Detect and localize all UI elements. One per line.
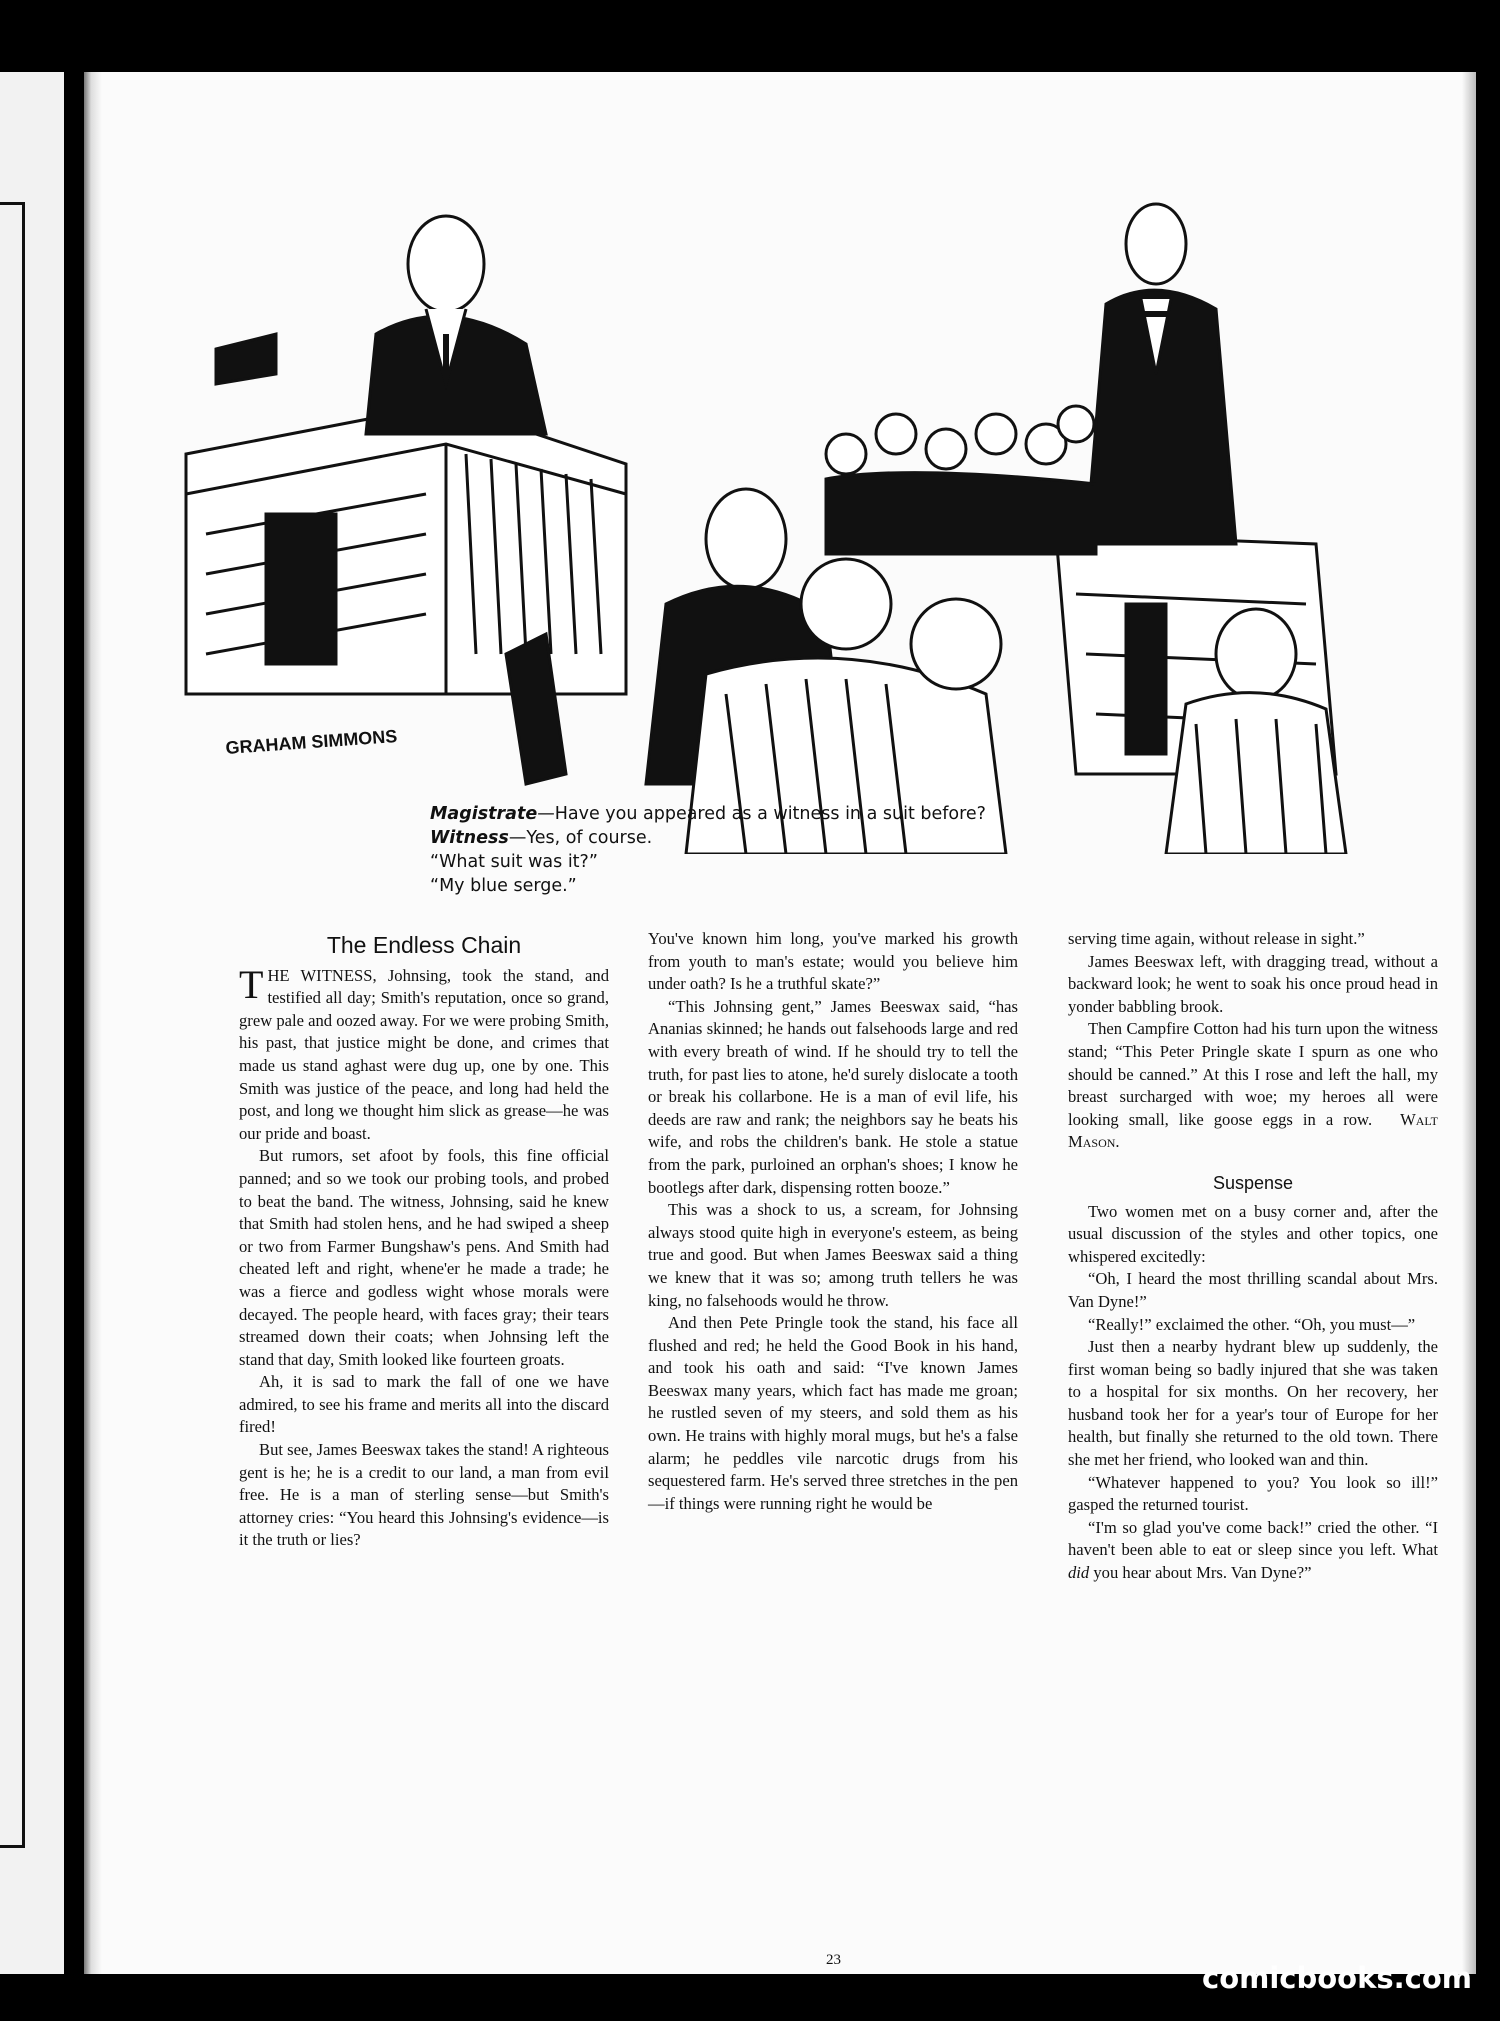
suspense-p6-emphasis: did [1068,1563,1090,1583]
page-number: 23 [826,1952,841,1968]
caption-text-2: —Yes, of course. [508,828,653,848]
poem-paragraph-4: But see, James Beeswax takes the stand! A righteous gent is he; he is a credit to our land, a man from evil free. He is a man of sterling sense—but Smith's attorney cries: “You heard this Johnsing's evidence—is it the truth or lies? [239,1440,609,1550]
poem-paragraph-3: Ah, it is sad to mark the fall of one we have admired, to see his frame and merits all into the discard fired! [239,1372,609,1437]
poem-title: The Endless Chain [326,932,522,958]
caption-text-1: —Have you appeared as a witness in a suit before? [537,804,986,824]
suspense-paragraph-3: “Really!” exclaimed the other. “Oh, you must—” [1088,1314,1416,1334]
poem-paragraph-10: James Beeswax left, with dragging tread, without a backward look; he went to soak his once proud head in yonder babbling brook. [1068,951,1438,1016]
poem-paragraph-2: But rumors, set afoot by fools, this fine official panned; and so we took our probing tools, and probed to beat the band. The witness, Johnsing, said he knew that Smith had stolen hens, and he had swiped a sheep or two from Farmer Bungshaw's pens. And Smith had cheated left and right, whene'er he made a trade; he was a fierce and godless wight whose morals were decayed. The people heard, with faces gray; their tears streamed down their coats; when Johnsing left the stand that day, Smith looked like fourteen groats. [239,1146,609,1369]
facing-page-edge [0,72,64,1974]
caption-line-3: “What suit was it?” [430,852,598,872]
caption-line-2 [430,826,1150,850]
artist-signature: GRAHAM SIMMONS [224,726,398,758]
text-column-3 [1068,928,1438,1585]
poem-lead: HE WITNESS [267,965,373,985]
poem-paragraph-1 [239,961,609,1146]
suspense-paragraph-2: “Oh, I heard the most thrilling scandal about Mrs. Van Dyne!” [1068,1269,1438,1311]
page-spine-shadow [84,72,102,1974]
page-right-edge [1462,72,1476,1974]
caption-line-4: “My blue serge.” [430,876,577,896]
poem-p11-text: Then Campfire Cotton had his turn upon the witness stand; “This Peter Pringle skate I spurn as one who should be canned.” At this I rose and left the hall, my breast surcharged with woe; my heroes all were looking small, like goose eggs in a row. [1068,1019,1438,1129]
suspense-paragraph-4: Just then a nearby hydrant blew up suddenly, the first woman being so badly injured that she was taken to a hospital for six months. On her recovery, her husband took her for a year's tour of Europe for her health, but finally she returned to the old town. There she met her friend, who looked wan and thin. [1068,1337,1438,1470]
poem-paragraph-9: serving time again, without release in sight.” [1068,929,1365,948]
watermark: comicbooks.com [1202,1961,1472,1995]
cartoon-caption [430,802,1150,898]
suspense-p6-a: “I'm so glad you've come back!” cried the other. “I haven't been able to eat or sleep since you left. What [1068,1517,1438,1560]
suspense-title: Suspense [1212,1172,1294,1193]
text-column-1 [239,928,609,1552]
poem-paragraph-7: This was a shock to us, a scream, for Johnsing always stood quite high in everyone's esteem, as being true and good. But when James Beeswax said a thing we knew that it was so; among truth tellers he was king, no falsehoods would he throw. [648,1200,1018,1310]
poem-paragraph-11 [1068,1018,1438,1154]
poem-paragraph-8: And then Pete Pringle took the stand, his face all flushed and red; he held the Good Book in his hand, and took his oath and said: “I've known James Beeswax many years, which fact has made me groan; he rustled seven of my steers, and sold them as his own. He trains with highly moral mugs, but he's a false alarm; he peddles vile narcotic drugs from his sequestered farm. He's served three stretches in the pen—if things were running right he would be [648,1313,1018,1513]
caption-speaker-witness: Witness [430,828,509,848]
suspense-paragraph-6 [1068,1517,1438,1585]
drop-cap: T [239,961,264,1007]
poem-paragraph-6: “This Johnsing gent,” James Beeswax said, “has Ananias skinned; he hands out falsehoods large and red with every breath of wind. If he should try to tell the truth, for past lies to atone, he'd surely dislocate a tooth or break his collarbone. He is a man of evil life, his deeds are raw and rank; the neighbors say he beats his wife, and robs the children's bank. He stole a statue from the park, purloined an orphan's shoes; I know he bootlegs after dark, dispensing rotten booze.” [648,996,1018,1197]
suspense-paragraph-5: “Whatever happened to you? You look so ill!” gasped the returned tourist. [1068,1472,1438,1515]
suspense-paragraph-1: Two women met on a busy corner and, after the usual discussion of the styles and other topics, one whispered excitedly: [1068,1201,1438,1266]
facing-page-border [0,202,25,1848]
caption-speaker-magistrate: Magistrate [430,804,538,824]
poem-p1-text: , Johnsing, took the stand, and testified all day; Smith's reputation, once so grand, grew pale and oozed away. For we were probing Smith, his past, that justice might be done, and crimes that made us stand aghast were dug up, one by one. This Smith was justice of the peace, and long had held the post, and long we thought him slick as grease—he was our pride and boast. [239,965,609,1143]
caption-line-1 [430,802,1150,826]
courtroom-illustration [146,134,1386,854]
magazine-page [84,72,1476,1974]
text-column-2 [648,928,1018,1515]
suspense-p6-b: you hear about Mrs. Van Dyne?” [1089,1563,1312,1583]
poem-paragraph-5: You've known him long, you've marked his growth from youth to man's estate; would you believe him under oath? Is he a truthful skate?” [648,929,1018,994]
poem-author: Walt Mason. [1068,1109,1438,1152]
